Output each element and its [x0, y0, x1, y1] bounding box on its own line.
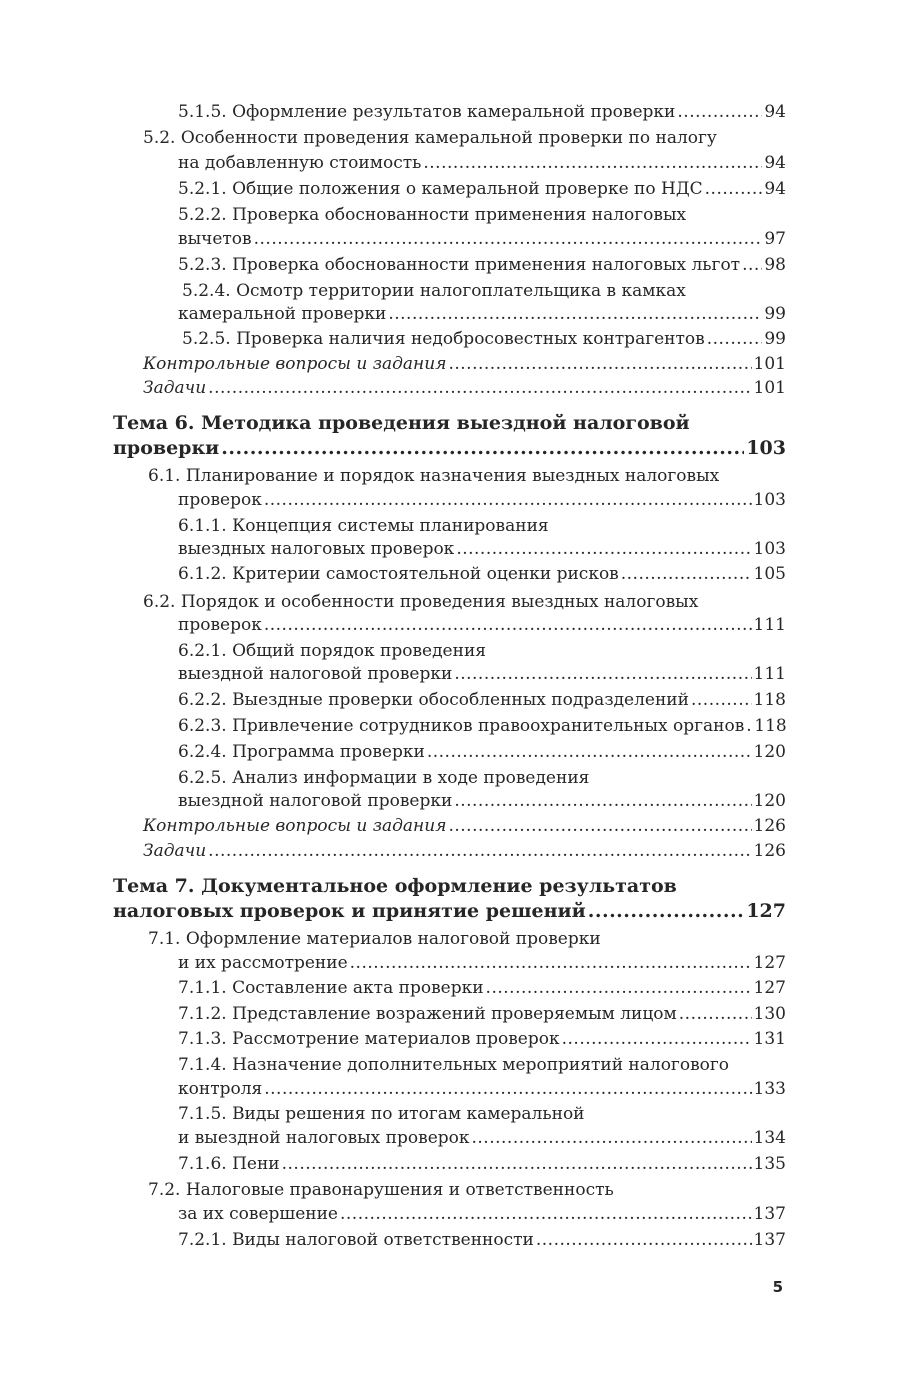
toc-entry [178, 1002, 786, 1026]
toc-entry-title-continued: на добавленную стоимость [178, 153, 422, 173]
toc-entry-title: 7.1.4. Назначение дополнительных мероприятий налогового [178, 1055, 730, 1075]
toc-entry [178, 1077, 786, 1101]
page-ref: 137 [753, 1204, 786, 1224]
dot-leader [621, 562, 752, 586]
toc-entry [178, 302, 786, 326]
dot-leader [264, 488, 752, 512]
page-ref: 131 [753, 1029, 786, 1049]
page-ref: 94 [764, 102, 786, 122]
toc-heading-title: Тема 6. Методика проведения выездной налоговой [113, 412, 690, 434]
toc-entry-title: Контрольные вопросы и задания [143, 816, 447, 836]
page-ref: 126 [753, 816, 786, 836]
toc-entry [178, 100, 786, 124]
toc-entry-title-continued: вычетов [178, 229, 252, 249]
page-ref: 99 [764, 329, 786, 349]
dot-leader [472, 1126, 752, 1150]
dot-leader [264, 1077, 751, 1101]
toc-entry [178, 537, 786, 561]
dot-leader [588, 899, 745, 923]
dot-leader [350, 951, 752, 975]
toc-entry-title: 7.1.6. Пени [178, 1154, 280, 1174]
toc-entry-title: 7.2.1. Виды налоговой ответственности [178, 1230, 534, 1250]
page-ref: 135 [753, 1154, 786, 1174]
page-ref: 134 [753, 1128, 786, 1148]
page-ref: 111 [753, 664, 786, 684]
toc-heading [113, 899, 786, 923]
toc-entry-title: 6.1.1. Концепция системы планирования [178, 516, 549, 536]
page-ref: 94 [764, 179, 786, 199]
toc-entry-title: 5.2.5. Проверка наличия недобросовестных контрагентов [182, 329, 705, 349]
toc-entry-title: 5.2.4. Осмотр территории налогоплательщика в камках [182, 281, 686, 301]
toc-entry [178, 562, 786, 586]
page-ref: 103 [746, 437, 786, 459]
dot-leader [427, 740, 752, 764]
page-number: 5 [772, 1278, 783, 1296]
page-ref: 101 [753, 354, 786, 374]
toc-heading-title-continued: налоговых проверок и принятие решений [113, 900, 586, 922]
toc-heading-title: Тема 7. Документальное оформление результатов [113, 875, 677, 897]
toc-entry-title: 6.2. Порядок и особенности проведения выездных налоговых [143, 592, 699, 612]
dot-leader [208, 376, 751, 400]
page-ref: 94 [764, 153, 786, 173]
page-ref: 97 [764, 229, 786, 249]
toc-entry [143, 376, 786, 400]
dot-leader [705, 177, 763, 201]
toc-entry-title: Задачи [143, 841, 207, 861]
toc-entry [178, 789, 786, 813]
toc-entry-title: 7.1. Оформление материалов налоговой проверки [148, 929, 601, 949]
page-ref: 98 [764, 255, 786, 275]
toc-entry-title-continued: проверок [178, 615, 262, 635]
toc-entry-title: 6.2.5. Анализ информации в ходе проведения [178, 768, 590, 788]
dot-leader [746, 714, 752, 738]
toc-entry-title: 5.2.2. Проверка обоснованности применения налоговых [178, 205, 687, 225]
toc-entry-title: 7.1.1. Составление акта проверки [178, 978, 484, 998]
dot-leader [264, 613, 752, 637]
page-ref: 133 [753, 1079, 786, 1099]
dot-leader [536, 1228, 752, 1252]
page-ref: 127 [746, 900, 786, 922]
toc-entry [178, 1228, 786, 1252]
dot-leader [282, 1152, 752, 1176]
toc-entry-title-continued: выездных налоговых проверок [178, 539, 455, 559]
toc-entry [178, 1126, 786, 1150]
toc-heading [113, 436, 786, 460]
page-ref: 105 [753, 564, 786, 584]
dot-leader [448, 814, 751, 838]
toc-entry [143, 839, 786, 863]
toc-entry [178, 662, 786, 686]
toc-entry-title-continued: и выездной налоговых проверок [178, 1128, 470, 1148]
toc-entry-title: Задачи [143, 378, 207, 398]
toc-entry-title: 7.1.3. Рассмотрение материалов проверок [178, 1029, 560, 1049]
toc-entry [143, 814, 786, 838]
toc-entry-title-continued: проверок [178, 490, 262, 510]
toc-entry-title: 6.2.3. Привлечение сотрудников правоохранительных органов [178, 716, 745, 736]
dot-leader [454, 789, 751, 813]
page-ref: 120 [753, 742, 786, 762]
toc-entry-title-continued: камеральной проверки [178, 304, 387, 324]
page-ref: 130 [753, 1004, 786, 1024]
page-ref: 103 [753, 490, 786, 510]
toc-entry-title: 7.1.5. Виды решения по итогам камеральной [178, 1104, 585, 1124]
page-ref: 101 [753, 378, 786, 398]
page-ref: 111 [753, 615, 786, 635]
toc-entry [178, 151, 786, 175]
toc-entry [178, 688, 786, 712]
dot-leader [340, 1202, 752, 1226]
toc-entry [182, 327, 786, 351]
dot-leader [454, 662, 751, 686]
dot-leader [423, 151, 762, 175]
dot-leader [679, 1002, 752, 1026]
page-ref: 103 [753, 539, 786, 559]
dot-leader [254, 227, 763, 251]
page-ref: 137 [753, 1230, 786, 1250]
toc-entry-title: 6.2.1. Общий порядок проведения [178, 641, 487, 661]
toc-entry [178, 1152, 786, 1176]
toc-entry-title: Контрольные вопросы и задания [143, 354, 447, 374]
toc-entry-title-continued: и их рассмотрение [178, 953, 348, 973]
toc-entry [178, 177, 786, 201]
toc-entry [178, 253, 786, 277]
toc-entry [178, 976, 786, 1000]
toc-entry-title: 5.1.5. Оформление результатов камеральной проверки [178, 102, 676, 122]
toc-entry [178, 488, 786, 512]
page-ref: 99 [764, 304, 786, 324]
dot-leader [691, 688, 752, 712]
toc-entry-title: 6.2.4. Программа проверки [178, 742, 425, 762]
page-ref: 120 [753, 791, 786, 811]
toc-entry-title-continued: выездной налоговой проверки [178, 664, 453, 684]
toc-entry [178, 714, 786, 738]
toc-heading-title-continued: проверки [113, 437, 220, 459]
dot-leader [677, 100, 762, 124]
dot-leader [742, 253, 762, 277]
toc-entry-title: 6.1. Планирование и порядок назначения выездных налоговых [148, 466, 720, 486]
dot-leader [221, 436, 744, 460]
dot-leader [388, 302, 762, 326]
page-ref: 127 [753, 978, 786, 998]
toc-entry-title: 6.2.2. Выездные проверки обособленных подразделений [178, 690, 689, 710]
toc-entry-title-continued: контроля [178, 1079, 263, 1099]
toc-entry-title: 7.2. Налоговые правонарушения и ответственность [148, 1180, 614, 1200]
toc-entry-title: 7.1.2. Представление возражений проверяемым лицом [178, 1004, 677, 1024]
page-ref: 127 [753, 953, 786, 973]
toc-entry [178, 227, 786, 251]
toc-entry-title: 6.1.2. Критерии самостоятельной оценки рисков [178, 564, 619, 584]
toc-entry [178, 740, 786, 764]
dot-leader [562, 1027, 752, 1051]
toc-entry-title: 5.2. Особенности проведения камеральной проверки по налогу [143, 128, 717, 148]
dot-leader [486, 976, 752, 1000]
dot-leader [448, 352, 751, 376]
toc-entry-title-continued: выездной налоговой проверки [178, 791, 453, 811]
toc-entry [178, 951, 786, 975]
toc-entry [143, 352, 786, 376]
toc-entry [178, 1202, 786, 1226]
toc-entry-title-continued: за их совершение [178, 1204, 338, 1224]
dot-leader [707, 327, 763, 351]
dot-leader [456, 537, 751, 561]
toc-entry [178, 1027, 786, 1051]
toc-entry-title: 5.2.3. Проверка обоснованности применения налоговых льгот [178, 255, 741, 275]
page-ref: 126 [753, 841, 786, 861]
dot-leader [208, 839, 751, 863]
page-ref: 118 [754, 716, 787, 736]
page-ref: 118 [753, 690, 786, 710]
toc-entry-title: 5.2.1. Общие положения о камеральной проверке по НДС [178, 179, 703, 199]
toc-entry [178, 613, 786, 637]
